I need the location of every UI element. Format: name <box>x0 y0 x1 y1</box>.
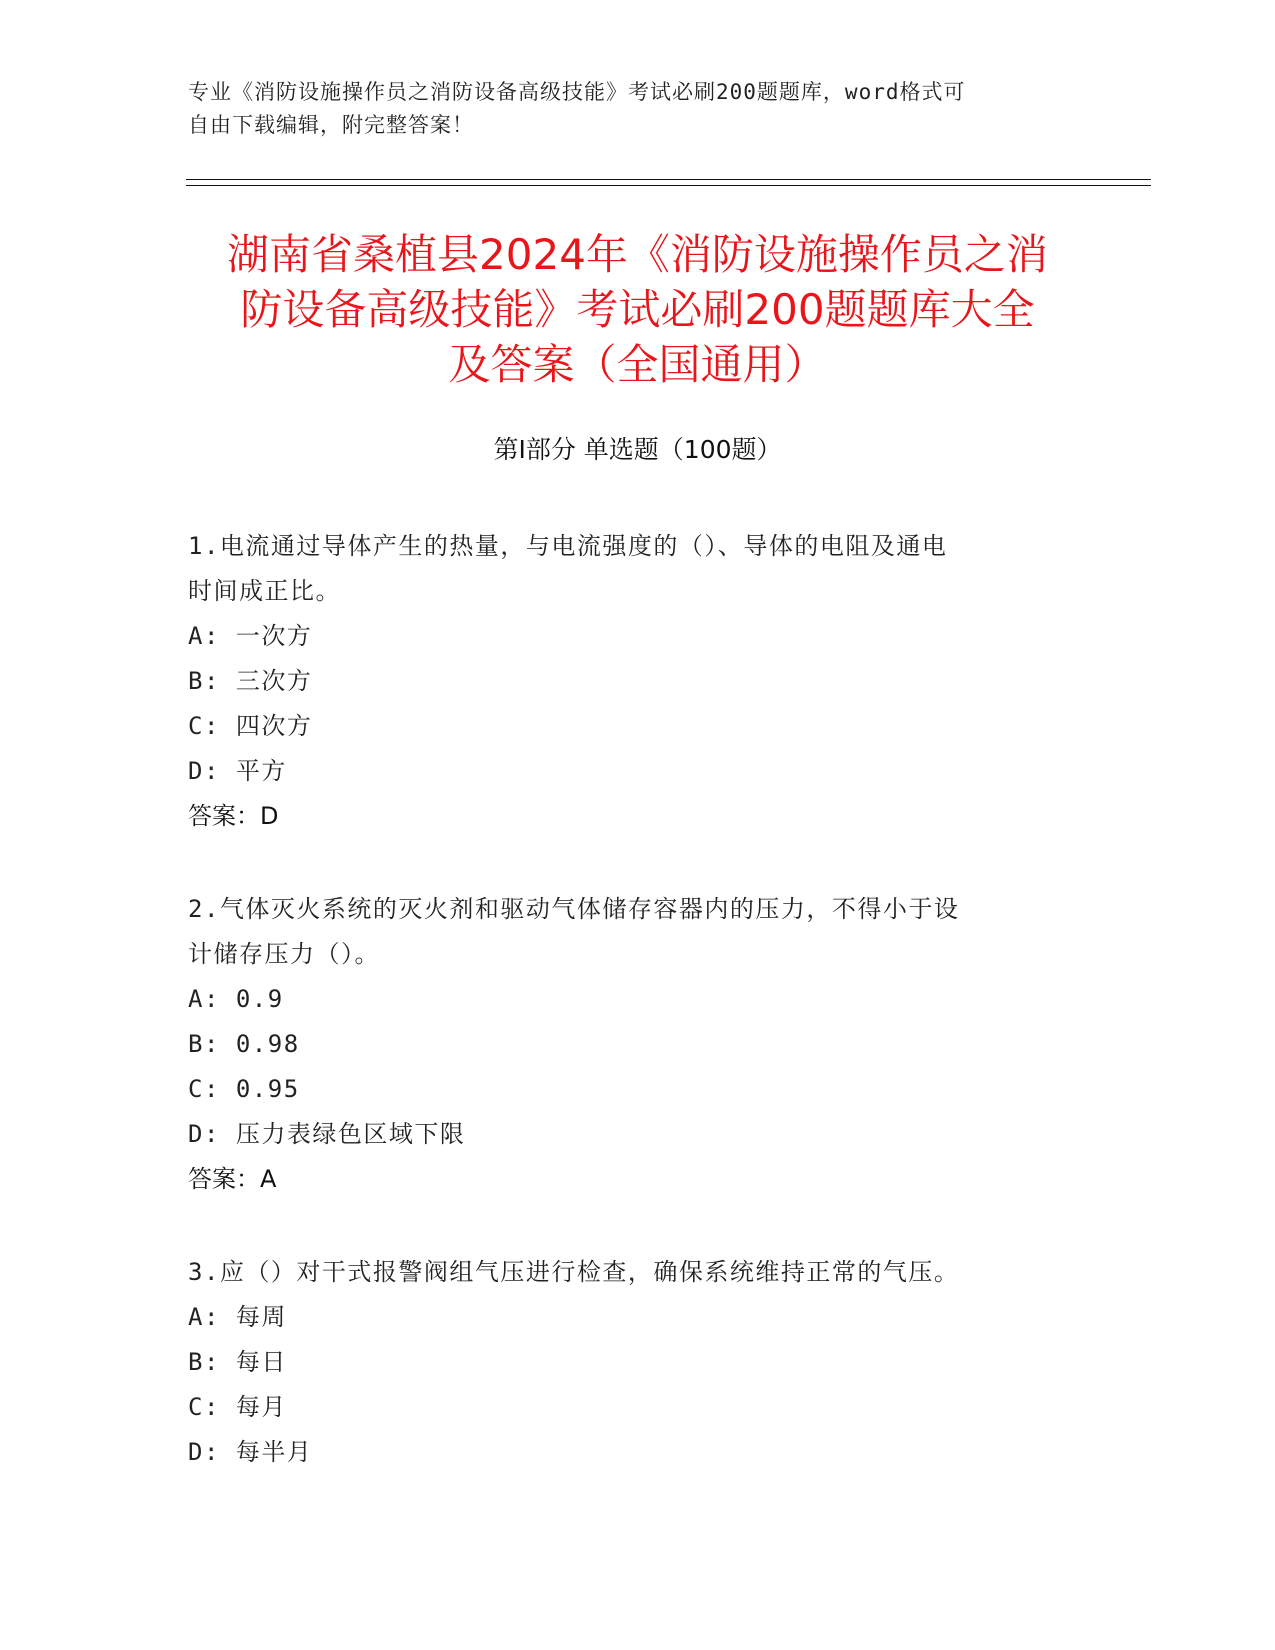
answer-line: 答案：A <box>188 1165 277 1193</box>
header-divider-bottom <box>186 185 1151 186</box>
option-b: B: 0.98 <box>188 1030 300 1058</box>
option-b: B: 每日 <box>188 1348 287 1376</box>
option-c: C: 四次方 <box>188 712 313 740</box>
section-heading: 第I部分 单选题（100题） <box>493 435 782 464</box>
question-stem: 3.应（）对干式报警阀组气压进行检查，确保系统维持正常的气压。 <box>188 1258 960 1286</box>
option-c: C: 0.95 <box>188 1075 300 1103</box>
question-stem: 2.气体灭火系统的灭火剂和驱动气体储存容器内的压力，不得小于设 <box>188 895 960 923</box>
option-a: A: 一次方 <box>188 622 313 650</box>
answer-line: 答案：D <box>188 802 279 830</box>
question-stem: 时间成正比。 <box>188 577 341 605</box>
header-note-line: 专业《消防设施操作员之消防设备高级技能》考试必刷200题题库，word格式可 <box>188 80 966 104</box>
question-stem: 计储存压力（）。 <box>188 940 380 968</box>
header-divider-top <box>186 179 1151 180</box>
option-d: D: 每半月 <box>188 1438 313 1466</box>
title-line: 湖南省桑植县2024年《消防设施操作员之消 <box>227 230 1048 279</box>
question-item <box>188 1250 1068 1475</box>
title-line: 及答案（全国通用） <box>448 340 827 389</box>
document-title <box>150 227 1125 392</box>
option-d: D: 平方 <box>188 757 287 785</box>
header-note-line: 自由下载编辑，附完整答案！ <box>188 113 474 137</box>
option-d: D: 压力表绿色区域下限 <box>188 1120 466 1148</box>
option-b: B: 三次方 <box>188 667 313 695</box>
option-a: A: 每周 <box>188 1303 287 1331</box>
question-item <box>188 887 1068 1202</box>
option-a: A: 0.9 <box>188 985 284 1013</box>
option-c: C: 每月 <box>188 1393 287 1421</box>
header-note <box>188 76 1068 142</box>
title-line: 防设备高级技能》考试必刷200题题库大全 <box>240 285 1035 334</box>
question-item <box>188 524 1068 839</box>
question-stem: 1.电流通过导体产生的热量，与电流强度的（）、导体的电阻及通电 <box>188 532 948 560</box>
